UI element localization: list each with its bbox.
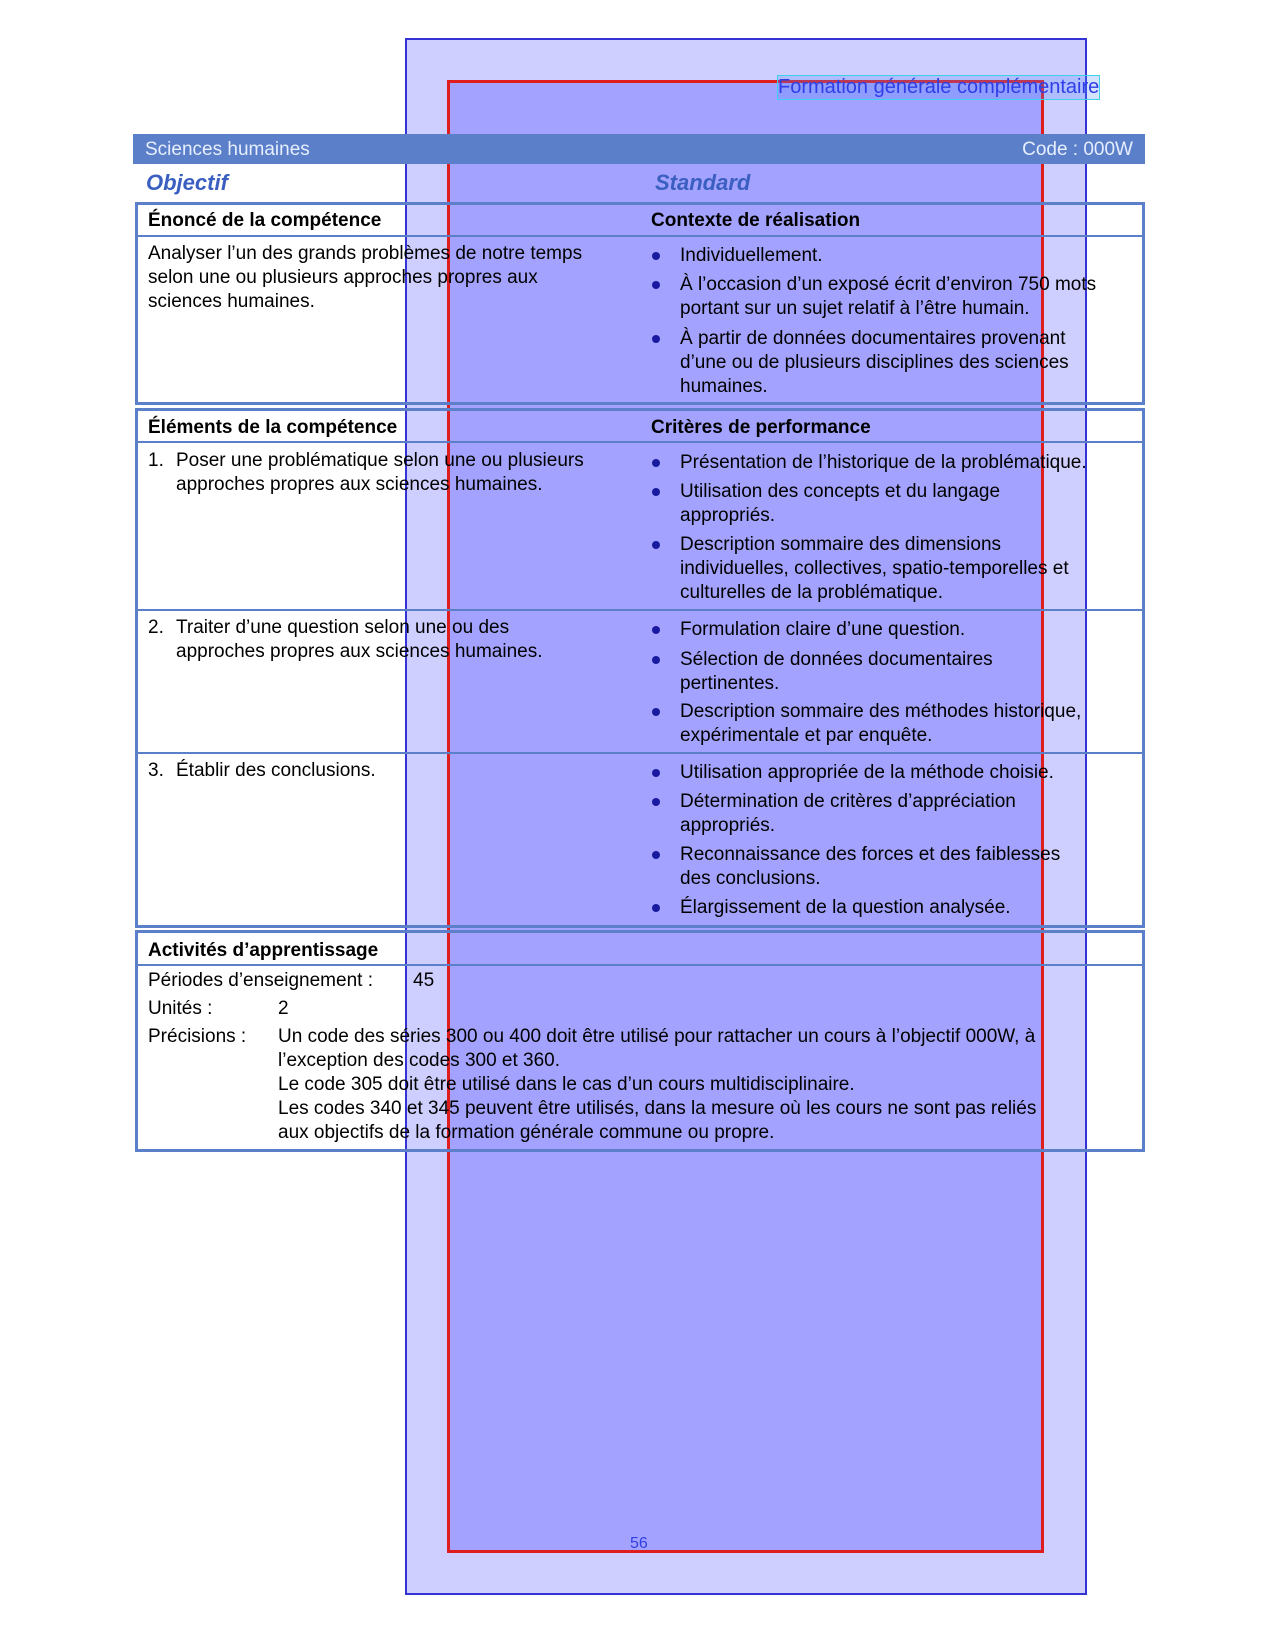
bullet-icon [652,281,660,289]
elements-heading: Éléments de la compétence [148,417,398,438]
element-number: 1. [148,450,164,471]
domain-title: Sciences humaines [145,139,310,160]
contexte-heading: Contexte de réalisation [651,210,861,231]
objectif-heading: Objectif [146,170,228,195]
precisions-label: Précisions : [148,1026,247,1047]
document-supertitle: Formation générale complémentaire [778,76,1100,98]
bullet-icon [652,656,660,664]
unites-label: Unités : [148,998,213,1019]
periodes-label: Périodes d’enseignement : [148,970,373,991]
bullet-icon [652,851,660,859]
enonce-text: Analyser l’un des grands problèmes de notre temps selon une ou plusieurs approches propres aux sciences humaines. [148,243,583,312]
element-number: 3. [148,760,164,781]
bullet-icon [652,541,660,549]
enonce-heading: Énoncé de la compétence [148,210,382,231]
elements-criteres-table: Éléments de la compétence Critères de performance 1. Poser une problématique selon une ou plusieurs approches propres aux sciences humaines. Présentation de l’historique de la problématique. Utilisation des concepts et du langage appropriés. Description sommaire des dimensions individuelles, collectives, spatio-temporelles et culturelles de la problématique. 2. Traiter d’une question selon une ou des approches propres aux sciences humaines. Formulation claire d’une question. Sélection de données documentaires pertinentes. Description sommaire des méthodes historique, expérimentale et par enquête. 3. Établir des conclusions. Utilisation appropriée de la méthode choisie. Détermination de critères d’appréciation appropriés. Reconnaissance des forces et des faiblesses des conclusions. Élargissement de la question analysée. [135,408,1145,928]
page-number: 56 [630,1535,648,1552]
enonce-contexte-table: Énoncé de la compétence Contexte de réalisation Analyser l’un des grands problèmes de notre temps selon une ou plusieurs approches propres aux sciences humaines. Individuellement. À l’occasion d’un exposé écrit d’environ 750 mots portant sur un sujet relatif à l’être humain. À partir de données documentaires provenant d’une ou de plusieurs disciplines des sciences humaines. [135,202,1145,405]
element-number: 2. [148,617,164,638]
bullet-icon [652,459,660,467]
bullet-icon [652,252,660,260]
activites-table [135,930,1145,1152]
bullet-icon [652,798,660,806]
activites-heading: Activités d’apprentissage [148,940,379,961]
element-text: Poser une problématique selon une ou plusieurs approches propres aux sciences humaines. [176,450,584,495]
unites-value: 2 [278,998,289,1019]
bullet-icon [652,769,660,777]
element-text: Établir des conclusions. [176,760,376,781]
bullet-icon [652,904,660,912]
bullet-icon [652,488,660,496]
bullet-icon [652,708,660,716]
objective-code: Code : 000W [1022,139,1133,160]
domain-banner [133,134,1145,164]
precisions-text: Un code des séries 300 ou 400 doit être utilisé pour rattacher un cours à l’objectif 000W, à l’exception des codes 300 et 360. Le code 305 doit être utilisé dans le cas d’un cours multidisciplinaire. Les codes 340 et 345 peuvent être utilisés, dans la mesure où les cours ne sont pas reliés aux objectifs de la formation générale commune ou propre. [278,1026,1037,1143]
bullet-icon [652,335,660,343]
bullet-icon [652,626,660,634]
element-text: Traiter d’une question selon une ou des approches propres aux sciences humaines. [176,617,543,662]
periodes-value: 45 [413,970,435,991]
criteres-heading: Critères de performance [651,417,871,438]
standard-heading: Standard [655,170,751,195]
